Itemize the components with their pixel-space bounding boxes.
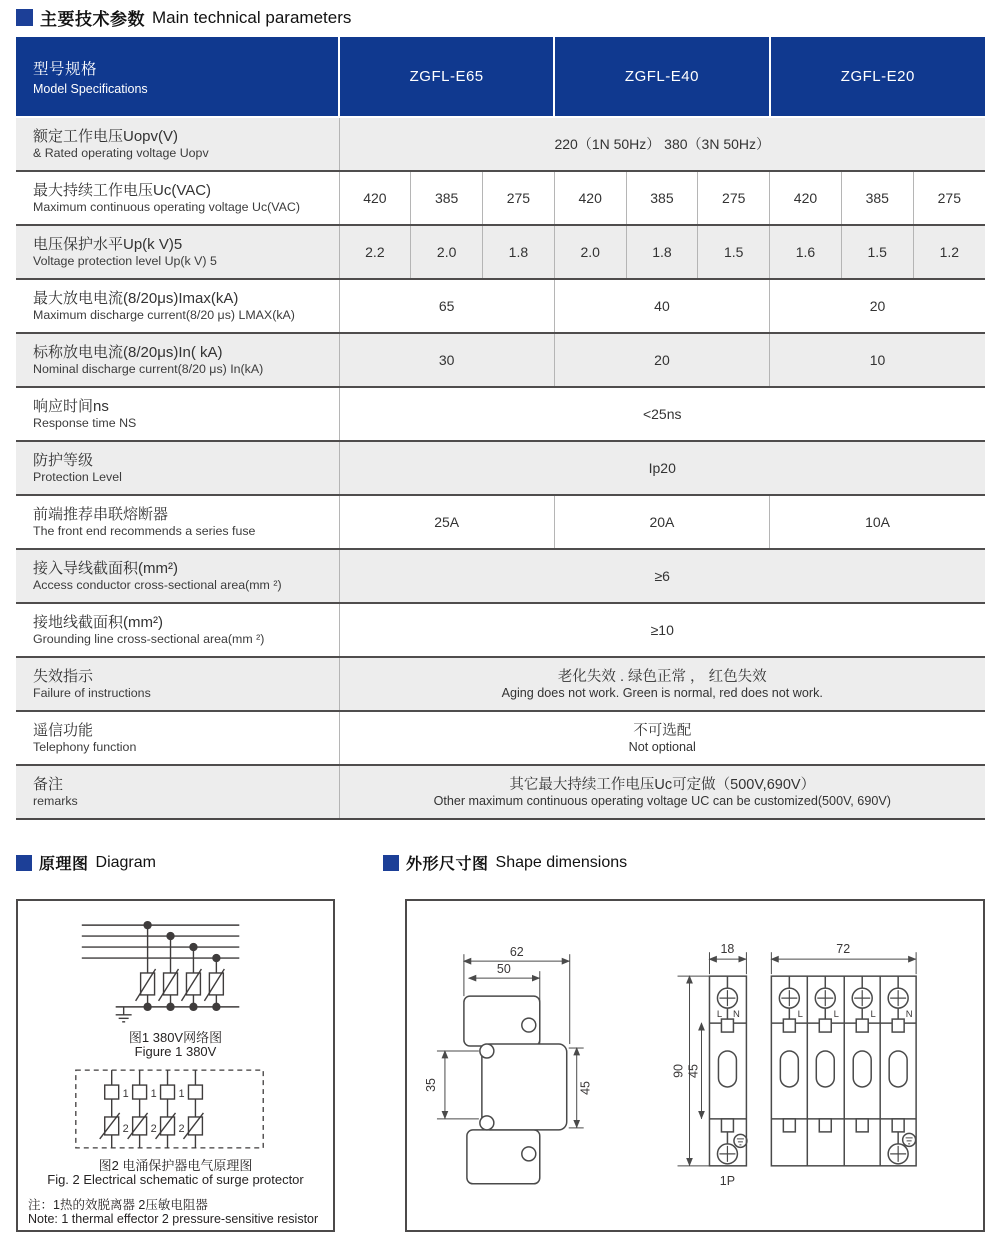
figure2-caption-zh: 图2 电涌保护器电气原理图 [98, 1158, 253, 1173]
value-cell: 20 [554, 333, 769, 387]
terminal-l-label: L [716, 1009, 723, 1021]
figure2-caption-en: Fig. 2 Electrical schematic of surge protector [47, 1172, 304, 1187]
row-label [16, 711, 339, 765]
value-cell: 25A [339, 495, 554, 549]
row-series-fuse [16, 495, 985, 549]
model-spec-header [16, 37, 339, 117]
row-max-discharge-current [16, 279, 985, 333]
value-cell: 1.5 [698, 225, 770, 279]
value-cell: Ip20 [339, 441, 985, 495]
diagram-box [16, 899, 335, 1232]
row-label-zh: 接入导线截面积(mm²) [33, 560, 178, 577]
row-label-en: Maximum continuous operating voltage Uc(VAC) [33, 200, 300, 214]
varistor-label: 2 [150, 1122, 157, 1135]
row-label-zh: 失效指示 [33, 668, 94, 685]
model-column-e40: ZGFL-E40 [554, 37, 769, 117]
row-telephony-function [16, 711, 985, 765]
value-en: Aging does not work. Green is normal, red does not work. [501, 685, 823, 700]
table-header-row [16, 37, 985, 117]
value-cell: 20A [554, 495, 769, 549]
terminal-label: L [797, 1009, 803, 1021]
shape-title-en: Shape dimensions [495, 853, 628, 871]
row-label-zh: 最大持续工作电压Uc(VAC) [33, 182, 212, 199]
figure1-caption-en: Figure 1 380V [134, 1044, 217, 1059]
value-cell: 420 [770, 171, 842, 225]
row-label-en: Protection Level [33, 470, 122, 484]
value-cell: 275 [483, 171, 555, 225]
value-cell [339, 765, 985, 819]
row-label-en: Response time NS [33, 416, 137, 430]
row-label [16, 441, 339, 495]
row-label-zh: 备注 [33, 776, 64, 793]
value-cell: 275 [698, 171, 770, 225]
terminal-label: L [833, 1009, 839, 1021]
model-column-e65: ZGFL-E65 [339, 37, 554, 117]
section-bullet-icon [16, 855, 32, 871]
pole-1p-label: 1P [719, 1173, 736, 1188]
value-cell: 1.8 [483, 225, 555, 279]
dim-18-label: 18 [720, 942, 735, 957]
row-label [16, 765, 339, 819]
row-label-en: Grounding line cross-sectional area(mm ²) [33, 632, 265, 646]
value-cell: 1.8 [626, 225, 698, 279]
row-label [16, 603, 339, 657]
value-zh: 不可选配 [633, 722, 692, 739]
diagram-note-zh: 注：1热的效脱离器 2压敏电阻器 [28, 1198, 208, 1212]
row-label [16, 387, 339, 441]
shape-dimensions-drawing [407, 901, 983, 1230]
terminal-label: N [905, 1009, 913, 1021]
row-response-time [16, 387, 985, 441]
figure1-caption-zh: 图1 380V网络图 [128, 1030, 223, 1045]
thermal-effector-label: 1 [150, 1088, 157, 1101]
row-label-zh: 遥信功能 [33, 722, 94, 739]
row-label-en: Voltage protection level Up(k V) 5 [33, 254, 217, 268]
value-cell: 10A [770, 495, 985, 549]
value-cell [339, 657, 985, 711]
diagram-section-title [16, 851, 156, 874]
row-label-zh: 接地线截面积(mm²) [33, 614, 163, 631]
row-max-continuous-voltage [16, 171, 985, 225]
value-cell: 20 [770, 279, 985, 333]
diagram-title-zh: 原理图 [39, 856, 89, 873]
section-bullet-icon [16, 9, 33, 26]
row-label-en: Telephony function [33, 740, 137, 754]
row-protection-level [16, 441, 985, 495]
value-cell: ≥6 [339, 549, 985, 603]
value-cell: 420 [554, 171, 626, 225]
row-label-en: Maximum discharge current(8/20 μs) LMAX(kA) [33, 308, 295, 322]
row-grounding-line-area [16, 603, 985, 657]
row-label [16, 117, 339, 171]
row-label-zh: 响应时间ns [33, 398, 109, 415]
row-label-zh: 最大放电电流(8/20μs)Imax(kA) [33, 290, 239, 307]
row-nominal-discharge-current [16, 333, 985, 387]
row-label-en: remarks [33, 794, 78, 808]
row-label-en: The front end recommends a series fuse [33, 524, 256, 538]
value-cell: 1.2 [913, 225, 985, 279]
thermal-effector-label: 1 [178, 1088, 185, 1101]
row-label-en: Nominal discharge current(8/20 μs) In(kA) [33, 362, 264, 376]
value-cell: ≥10 [339, 603, 985, 657]
value-cell: 420 [339, 171, 411, 225]
value-cell: 1.6 [770, 225, 842, 279]
value-cell: 2.2 [339, 225, 411, 279]
shape-dimensions-box [405, 899, 985, 1232]
value-cell: 385 [411, 171, 483, 225]
figure2-schematic-diagram [18, 1065, 333, 1153]
row-label [16, 171, 339, 225]
dim-90-label: 90 [671, 1064, 686, 1078]
row-voltage-protection-level [16, 225, 985, 279]
value-cell: 385 [841, 171, 913, 225]
row-label-zh: 防护等级 [33, 452, 94, 469]
row-label [16, 279, 339, 333]
figure1-380v-network-diagram [18, 911, 333, 1023]
row-label-zh: 电压保护水平Up(k V)5 [33, 236, 183, 253]
value-zh: 其它最大持续工作电压Uc可定做（500V,690V） [509, 776, 816, 793]
row-label-en: & Rated operating voltage Uopv [33, 146, 209, 160]
row-access-conductor-area [16, 549, 985, 603]
page-title-en: Main technical parameters [152, 7, 352, 27]
diagram-title-en: Diagram [95, 853, 156, 871]
value-zh: 老化失效 . 绿色正常 ， 红色失效 [557, 668, 767, 685]
shape-title-zh: 外形尺寸图 [406, 856, 489, 873]
row-remarks [16, 765, 985, 819]
dim-45-side-label: 45 [578, 1081, 593, 1095]
model-column-e20: ZGFL-E20 [770, 37, 985, 117]
row-label-zh: 标称放电电流(8/20μs)In( kA) [33, 344, 223, 361]
row-label [16, 333, 339, 387]
row-label-en: Failure of instructions [33, 686, 151, 700]
varistor-label: 2 [178, 1122, 185, 1135]
value-cell: 1.5 [841, 225, 913, 279]
value-cell: 275 [913, 171, 985, 225]
header-label-zh: 型号规格 [33, 61, 98, 78]
row-label-en: Access conductor cross-sectional area(mm ²) [33, 578, 282, 592]
value-cell: 65 [339, 279, 554, 333]
row-label-zh: 前端推荐串联熔断器 [33, 506, 169, 523]
dim-45-front-label: 45 [686, 1064, 701, 1078]
terminal-label: L [870, 1009, 876, 1021]
value-cell: 220（1N 50Hz） 380（3N 50Hz） [339, 117, 985, 171]
varistor-label: 2 [122, 1122, 129, 1135]
spec-table [16, 37, 985, 820]
row-label [16, 549, 339, 603]
page-title [16, 5, 351, 30]
header-label-en: Model Specifications [33, 82, 148, 96]
dim-35-label: 35 [423, 1078, 438, 1092]
row-label [16, 657, 339, 711]
thermal-effector-label: 1 [122, 1088, 129, 1101]
diagram-note-en: Note: 1 thermal effector 2 pressure-sensitive resistor [28, 1212, 319, 1226]
value-cell: 385 [626, 171, 698, 225]
shape-section-title [383, 851, 627, 874]
dim-72-label: 72 [836, 942, 851, 957]
row-label [16, 225, 339, 279]
value-cell: <25ns [339, 387, 985, 441]
value-cell: 30 [339, 333, 554, 387]
value-cell: 10 [770, 333, 985, 387]
section-bullet-icon [383, 855, 399, 871]
terminal-n-label: N [733, 1009, 740, 1021]
value-cell: 40 [554, 279, 769, 333]
row-failure-indication [16, 657, 985, 711]
dim-50-label: 50 [496, 962, 511, 977]
row-label-zh: 额定工作电压Uopv(V) [33, 128, 179, 145]
value-en: Not optional [628, 739, 696, 754]
value-cell: 2.0 [411, 225, 483, 279]
row-rated-voltage [16, 117, 985, 171]
value-cell [339, 711, 985, 765]
row-label [16, 495, 339, 549]
page-title-zh: 主要技术参数 [40, 10, 145, 29]
value-cell: 2.0 [554, 225, 626, 279]
value-en: Other maximum continuous operating voltage UC can be customized(500V, 690V) [433, 793, 891, 808]
dim-62-label: 62 [509, 945, 524, 960]
